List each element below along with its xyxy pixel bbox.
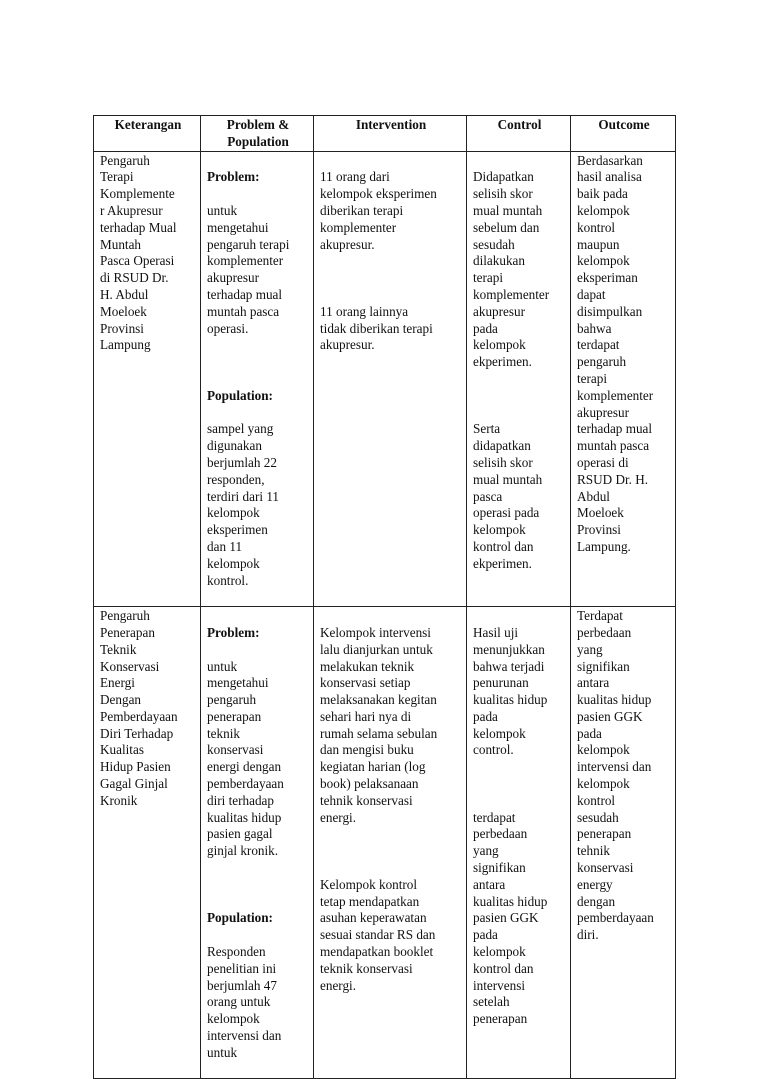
spacer: [207, 877, 309, 894]
pico-table: [93, 115, 676, 1079]
spacer: [320, 270, 462, 287]
intervention-text: 11 orang dari kelompok eksperimen diberikan terapi komplementer akupresur.: [320, 169, 437, 252]
cell-problem-population: [201, 151, 314, 607]
population-text: sampel yang digunakan berjumlah 22 responden, terdiri dari 11 kelompok eksperimen dan 11 kelompok kontrol.: [207, 421, 280, 588]
intervention-text: 11 orang lainnya tidak diberikan terapi akupresur.: [320, 303, 433, 353]
population-label: Population:: [207, 910, 273, 926]
control-text: Serta didapatkan selisih skor mual muntah pasca operasi pada kelompok kontrol dan ekperimen.: [473, 421, 543, 571]
cell-outcome: Terdapat perbedaan yang signifikan antara kualitas hidup pasien GGK pada kelompok intervensi dan kelompok kontrol sesudah penerapan tehnik konservasi energy dengan pemberdayaan diri.: [571, 607, 676, 1079]
problem-label: Problem:: [207, 624, 260, 640]
header-outcome: Outcome: [571, 116, 676, 152]
header-control: Control: [467, 116, 571, 152]
intervention-text: Kelompok kontrol tetap mendapatkan asuhan keperawatan sesuai standar RS dan mendapatkan booklet teknik konservasi energi.: [320, 876, 436, 993]
spacer: [320, 843, 462, 860]
cell-intervention: [314, 607, 467, 1079]
header-intervention: Intervention: [314, 116, 467, 152]
table-header-row: [94, 116, 676, 152]
population-label: Population:: [207, 387, 273, 403]
spacer: [207, 354, 309, 371]
cell-control: [467, 151, 571, 607]
cell-control: [467, 607, 571, 1079]
cell-keterangan: Pengaruh Penerapan Teknik Konservasi Energi Dengan Pemberdayaan Diri Terhadap Kualitas Hidup Pasien Gagal Ginjal Kronik: [94, 607, 201, 1079]
header-problem-population: Problem & Population: [201, 116, 314, 152]
cell-outcome: Berdasarkan hasil analisa baik pada kelompok kontrol maupun kelompok eksperiman dapat disimpulkan bahwa terdapat pengaruh terapi komplementer akupresur terhadap mual muntah pasca operasi di RSUD Dr. H. Abdul Moeloek Provinsi Lampung.: [571, 151, 676, 607]
table-row: [94, 607, 676, 1079]
control-text: Didapatkan selisih skor mual muntah sebelum dan sesudah dilakukan terapi komplementer akupresur pada kelompok ekperimen.: [473, 169, 550, 370]
control-text: terdapat perbedaan yang signifikan antara kualitas hidup pasien GGK pada kelompok kontrol dan intervensi setelah penerapan: [473, 809, 548, 1027]
intervention-text: Kelompok intervensi lalu dianjurkan untuk melakukan teknik konservasi setiap melaksanakan kegitan sehari hari nya di rumah selama sebulan dan mengisi buku kegiatan harian (log book) pelaksanaan tehnik konservasi energi.: [320, 624, 438, 825]
header-keterangan: Keterangan: [94, 116, 201, 152]
table-row: [94, 151, 676, 607]
problem-text: untuk mengetahui pengaruh penerapan teknik konservasi energi dengan pemberdayaan diri terhadap kualitas hidup pasien gagal ginjal kronik.: [207, 658, 284, 859]
control-text: Hasil uji menunjukkan bahwa terjadi penurunan kualitas hidup pada kelompok control.: [473, 624, 548, 758]
problem-text: untuk mengetahui pengaruh terapi komplementer akupresur terhadap mual muntah pasca operasi.: [207, 202, 290, 336]
spacer: [473, 388, 566, 405]
cell-keterangan: Pengaruh Terapi Komplemente r Akupresur terhadap Mual Muntah Pasca Operasi di RSUD Dr. H. Abdul Moeloek Provinsi Lampung: [94, 151, 201, 607]
cell-problem-population: [201, 607, 314, 1079]
population-text: Responden penelitian ini berjumlah 47 orang untuk kelompok intervensi dan untuk: [207, 944, 282, 1060]
problem-label: Problem:: [207, 169, 260, 185]
cell-intervention: [314, 151, 467, 607]
spacer: [473, 776, 566, 793]
